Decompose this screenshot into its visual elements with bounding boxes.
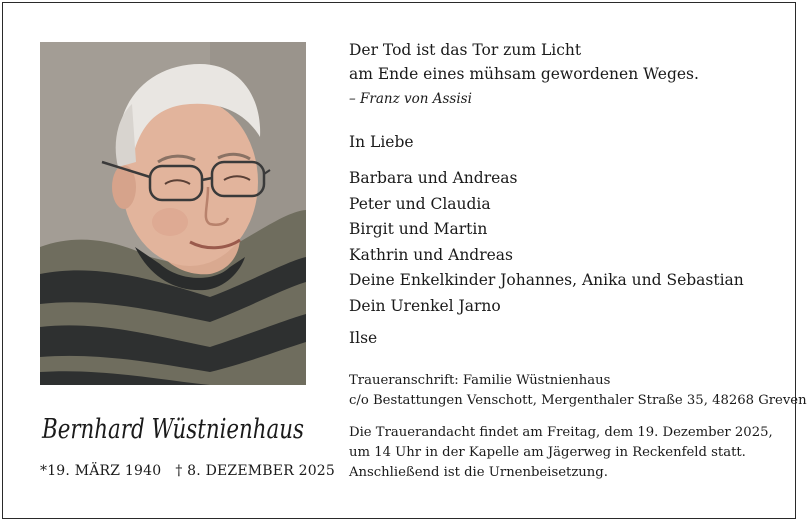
family-item: Birgit und Martin <box>349 220 488 238</box>
quote-author: – Franz von Assisi <box>349 91 472 107</box>
life-dates <box>40 463 336 479</box>
family-list <box>349 166 744 319</box>
quote-line-2: am Ende eines mühsam gewordenen Weges. <box>349 65 699 83</box>
service-line-3: Anschließend ist die Urnenbeisetzung. <box>349 465 608 480</box>
mourning-address <box>349 371 807 411</box>
service-line-2: um 14 Uhr in der Kapelle am Jägerweg in Reckenfeld statt. <box>349 445 746 460</box>
portrait-photo <box>40 42 306 385</box>
family-item: Dein Urenkel Jarno <box>349 296 501 315</box>
address-line-1: Traueranschrift: Familie Wüstnienhaus <box>349 373 611 388</box>
service-info <box>349 423 773 483</box>
service-line-1: Die Trauerandacht findet am Freitag, dem 19. Dezember 2025, <box>349 425 773 440</box>
family-item: Barbara und Andreas <box>349 169 518 187</box>
death-date: † 8. DEZEMBER 2025 <box>175 463 336 479</box>
birth-date: *19. MÄRZ 1940 <box>40 463 162 479</box>
address-line-2: c/o Bestattungen Venschott, Mergenthaler Straße 35, 48268 Greven <box>349 393 807 408</box>
family-item-ilse: Ilse <box>349 329 378 347</box>
in-liebe-heading: In Liebe <box>349 133 414 151</box>
quote <box>349 38 699 86</box>
portrait-illustration <box>40 42 306 385</box>
quote-line-1: Der Tod ist das Tor zum Licht <box>349 41 582 59</box>
family-item: Deine Enkelkinder Johannes, Anika und Sebastian <box>349 271 744 289</box>
family-item: Peter und Claudia <box>349 194 491 213</box>
name-text: Bernhard Wüstnienhaus <box>41 414 304 445</box>
family-item: Kathrin und Andreas <box>349 245 513 264</box>
deceased-name <box>40 404 306 454</box>
